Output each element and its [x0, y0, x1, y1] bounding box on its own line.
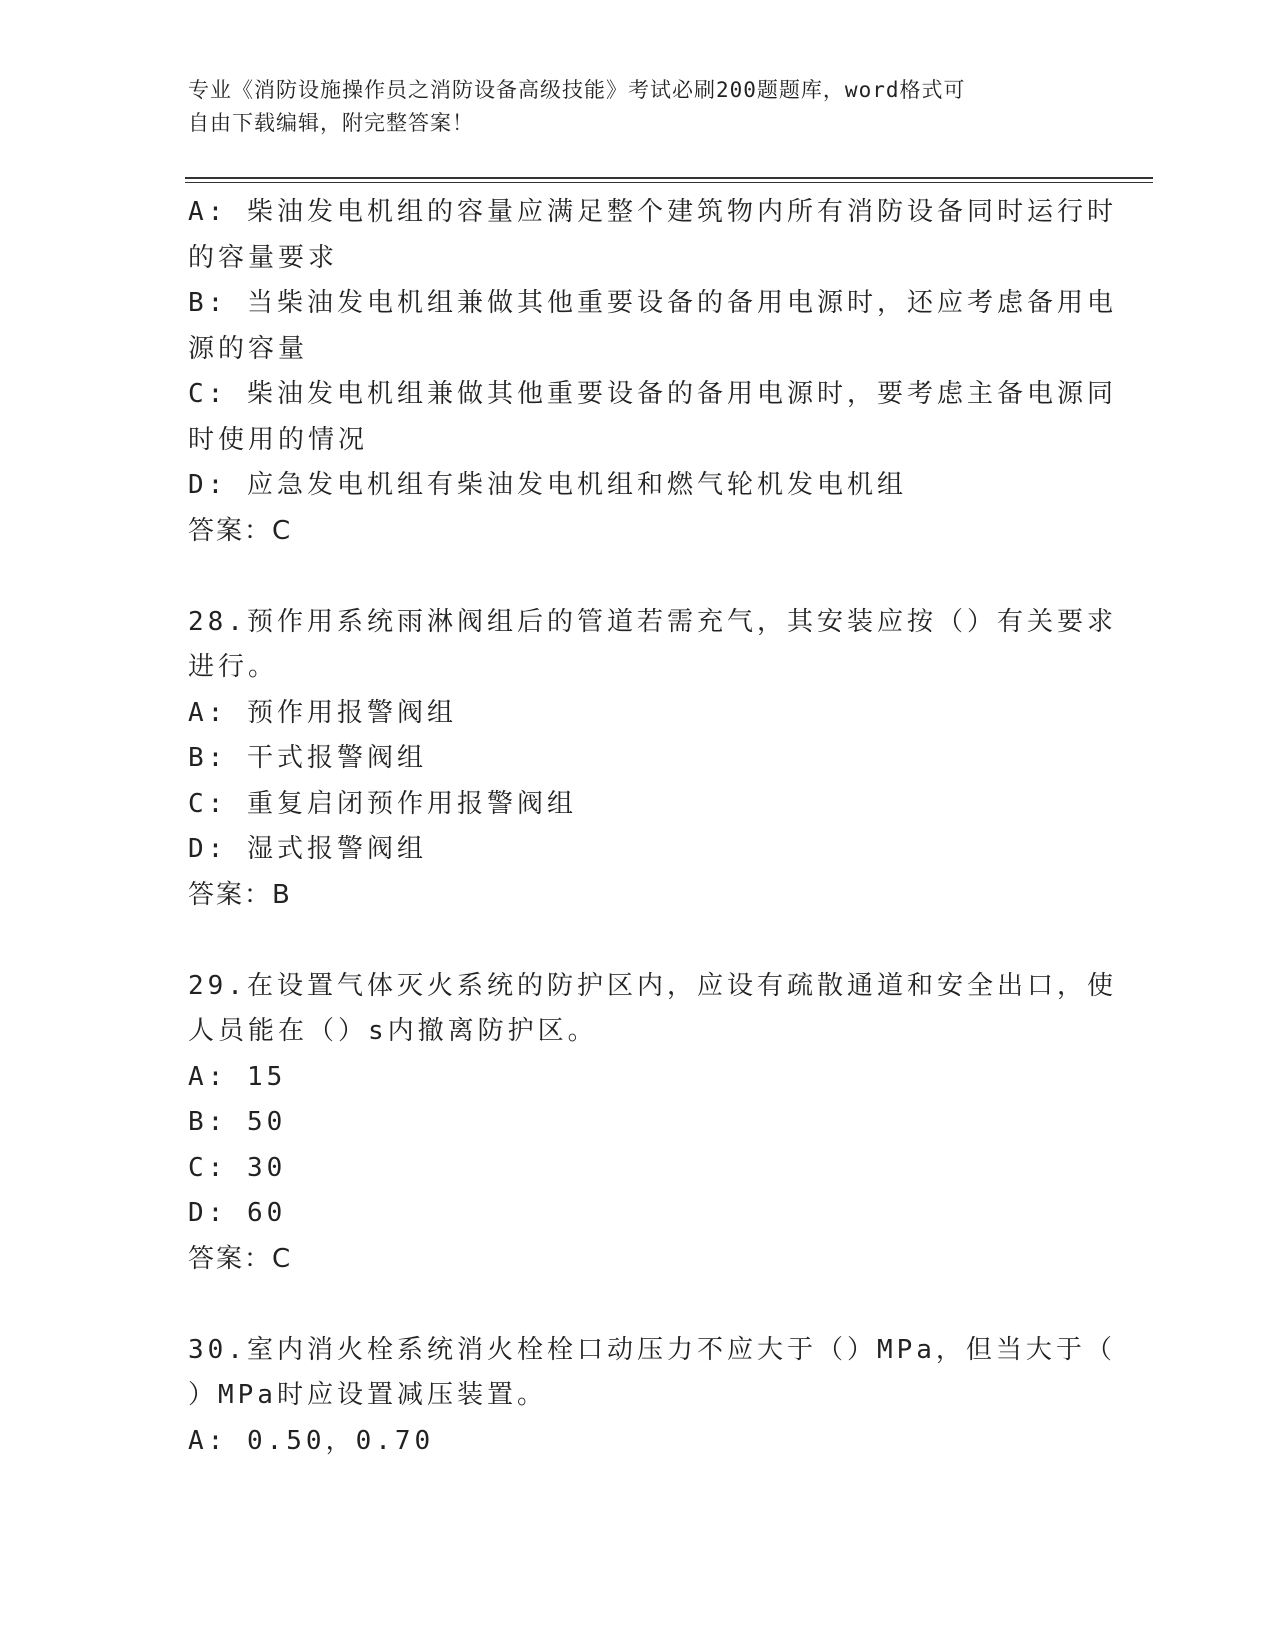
answer: 答案：C	[188, 515, 293, 546]
option-a-line-1: A: 柴油发电机组的容量应满足整个建筑物内所有消防设备同时运行时	[188, 197, 1117, 227]
header-title-line-2: 自由下载编辑，附完整答案！	[188, 111, 474, 135]
question-spacer	[188, 554, 1088, 600]
option-b-line-2: 源的容量	[188, 333, 309, 364]
option-d: D: 湿式报警阀组	[188, 834, 427, 864]
question-spacer	[188, 918, 1088, 964]
header-title-line-1: 专业《消防设施操作员之消防设备高级技能》考试必刷200题题库，word格式可	[188, 78, 966, 102]
question-stem-line-2: 进行。	[188, 652, 279, 682]
option-c-line-2: 时使用的情况	[188, 424, 369, 455]
option-c: C: 30	[188, 1152, 287, 1183]
document-header	[188, 74, 1088, 140]
option-d: D: 60	[188, 1198, 287, 1228]
option-b-line-1: B: 当柴油发电机组兼做其他重要设备的备用电源时，还应考虑备用电	[188, 288, 1117, 318]
option-b: B: 干式报警阀组	[188, 743, 427, 773]
option-a: A: 预作用报警阀组	[188, 697, 457, 728]
question-27	[188, 190, 1117, 554]
question-stem-line-2: ）MPa时应设置减压装置。	[188, 1380, 547, 1410]
question-spacer	[188, 1282, 1088, 1328]
option-a-line-2: 的容量要求	[188, 242, 339, 273]
question-stem-line-1: 28.预作用系统雨淋阀组后的管道若需充气，其安装应按（）有关要求	[188, 606, 1117, 637]
answer: 答案：B	[188, 879, 292, 910]
question-stem-line-2: 人员能在（）s内撤离防护区。	[188, 1016, 598, 1046]
question-list	[188, 190, 1117, 1464]
header-divider-thin	[185, 182, 1153, 183]
question-29	[188, 964, 1117, 1283]
option-a: A: 0.50，0.70	[188, 1425, 435, 1456]
option-c: C: 重复启闭预作用报警阀组	[188, 788, 577, 819]
header-divider-thick	[185, 177, 1153, 179]
question-28	[188, 600, 1117, 919]
answer: 答案：C	[188, 1243, 293, 1274]
option-d: D: 应急发电机组有柴油发电机组和燃气轮机发电机组	[188, 470, 907, 500]
question-30	[188, 1328, 1116, 1465]
question-stem-line-1: 29.在设置气体灭火系统的防护区内，应设有疏散通道和安全出口，使	[188, 970, 1117, 1001]
question-stem-line-1: 30.室内消火栓系统消火栓栓口动压力不应大于（）MPa，但当大于（	[188, 1334, 1116, 1365]
option-a: A: 15	[188, 1061, 287, 1092]
option-b: B: 50	[188, 1107, 287, 1137]
option-c-line-1: C: 柴油发电机组兼做其他重要设备的备用电源时，要考虑主备电源同	[188, 379, 1117, 409]
